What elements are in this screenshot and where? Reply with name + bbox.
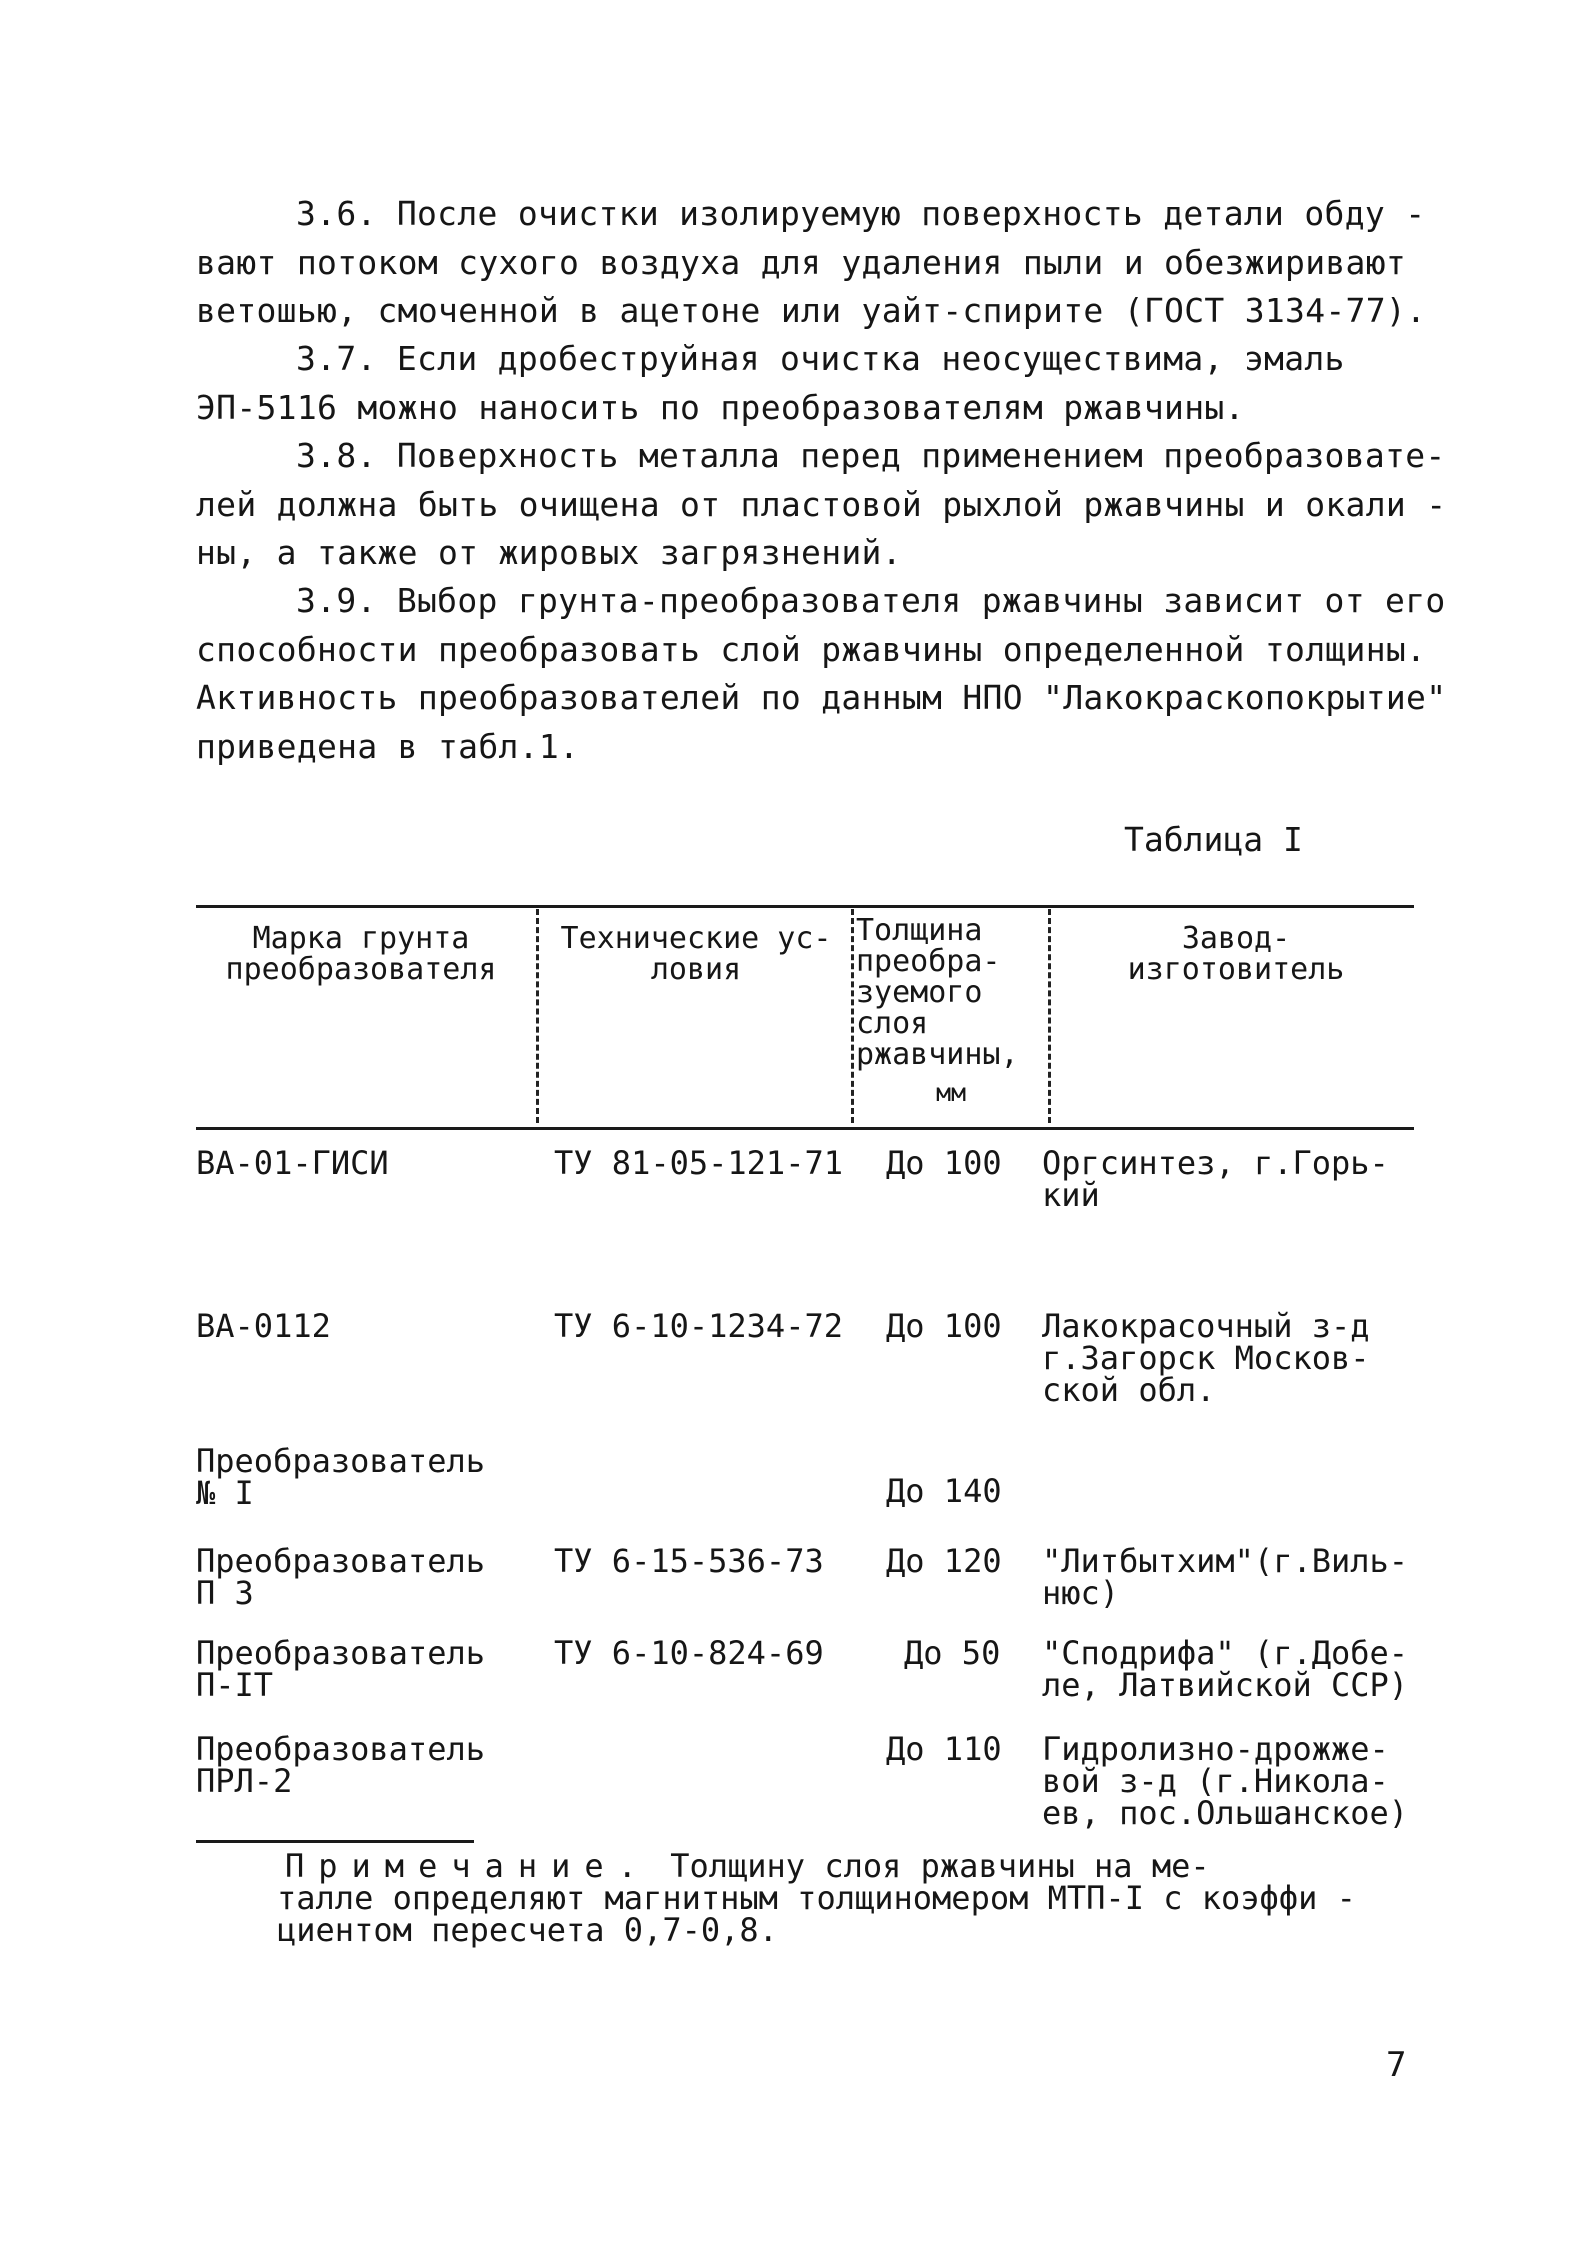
paragraph-line: ны, а также от жировых загрязнений. [196,533,902,572]
paragraph-line: 3.8. Поверхность металла перед применением преобразовате- [296,436,1446,475]
note-label: Примечание. [285,1847,651,1885]
row-2-thickness: До 100 [886,1307,1002,1345]
row-6-maker: Гидролизно-дрожже- вой з-д (г.Никола- ев, пос.Ольшанское) [1042,1730,1409,1832]
header-thickness-unit: мм [935,1078,967,1107]
row-2-maker: Лакокрасочный з-д г.Загорск Москов- ской обл. [1042,1307,1370,1409]
header-maker: Завод- изготовитель [1127,921,1345,987]
note-line: циентом пересчета 0,7-0,8. [277,1911,778,1949]
header-brand: Марка грунта преобразователя [225,921,497,987]
paragraph-line: лей должна быть очищена от пластовой рыхлой ржавчины и окали - [196,484,1447,524]
row-1-brand: ВА-01-ГИСИ [196,1144,389,1182]
row-4-thickness: До 120 [886,1542,1002,1580]
row-4-maker: "Литбытхим"(г.Виль- нюс) [1042,1542,1409,1612]
paragraph-3-9 [196,577,1447,771]
table-top-rule [196,905,1414,908]
paragraph-line: вают потоком сухого воздуха для удаления пыли и обезжиривают [196,242,1407,282]
table-caption: Таблица I [1124,820,1303,859]
paragraph-line: способности преобразовать слой ржавчины определенной толщины. [196,629,1427,669]
footnote-rule [196,1840,474,1843]
paragraph-line: Активность преобразователей по данным НПО "Лакокраскопокрытие" [196,678,1447,717]
note-line: талле определяют магнитным толщиномером МТП-I с коэффи - [277,1879,1356,1917]
page-number: 7 [1386,2045,1407,2085]
paragraph-line: 3.9. Выбор грунта-преобразователя ржавчины зависит от его [296,581,1446,620]
footnote [277,1847,1415,1949]
paragraph-line: ЭП-5116 можно наносить по преобразователям ржавчины. [196,387,1245,427]
row-1-thickness: До 100 [886,1144,1002,1182]
row-5-spec: ТУ 6-10-824-69 [554,1634,824,1672]
column-divider [1048,909,1051,1123]
note-line: Толщину слоя ржавчины на ме- [670,1847,1210,1885]
paragraph-line: 3.7. Если дробеструйная очистка неосуществима, эмаль [296,339,1345,378]
header-thickness: Толщина преобра- зуемого слоя ржавчины, [856,913,1019,1072]
paragraph-3-6 [196,190,1427,336]
table-header-rule [196,1127,1414,1130]
column-divider [536,909,539,1123]
row-5-brand: Преобразователь П-IТ [196,1634,485,1704]
header-spec: Технические ус- ловия [560,921,832,987]
paragraph-line: ветошью, смоченной в ацетоне или уайт-спирите (ГОСТ 3134-77). [196,291,1427,330]
paragraph-3-8 [196,432,1447,578]
row-2-brand: ВА-0112 [196,1307,331,1345]
row-5-maker: "Сподрифа" (г.Добе- ле, Латвийской ССР) [1042,1634,1409,1704]
row-3-brand: Преобразователь № I [196,1442,485,1512]
row-6-brand: Преобразователь ПРЛ-2 [196,1730,485,1800]
column-divider [851,909,854,1123]
row-4-spec: ТУ 6-15-536-73 [554,1542,824,1580]
row-4-brand: Преобразователь П 3 [196,1542,485,1612]
row-2-spec: ТУ 6-10-1234-72 [554,1307,843,1345]
row-1-maker: Оргсинтез, г.Горь- кий [1042,1144,1389,1214]
paragraph-line: приведена в табл.1. [196,726,580,766]
paragraph-3-7 [196,335,1416,432]
row-6-thickness: До 110 [886,1730,1002,1768]
row-3-thickness: До 140 [886,1472,1002,1510]
row-1-spec: ТУ 81-05-121-71 [554,1144,843,1182]
paragraph-line: 3.6. После очистки изолируемую поверхность детали обду - [296,194,1426,233]
row-5-thickness: До 50 [904,1634,1001,1672]
